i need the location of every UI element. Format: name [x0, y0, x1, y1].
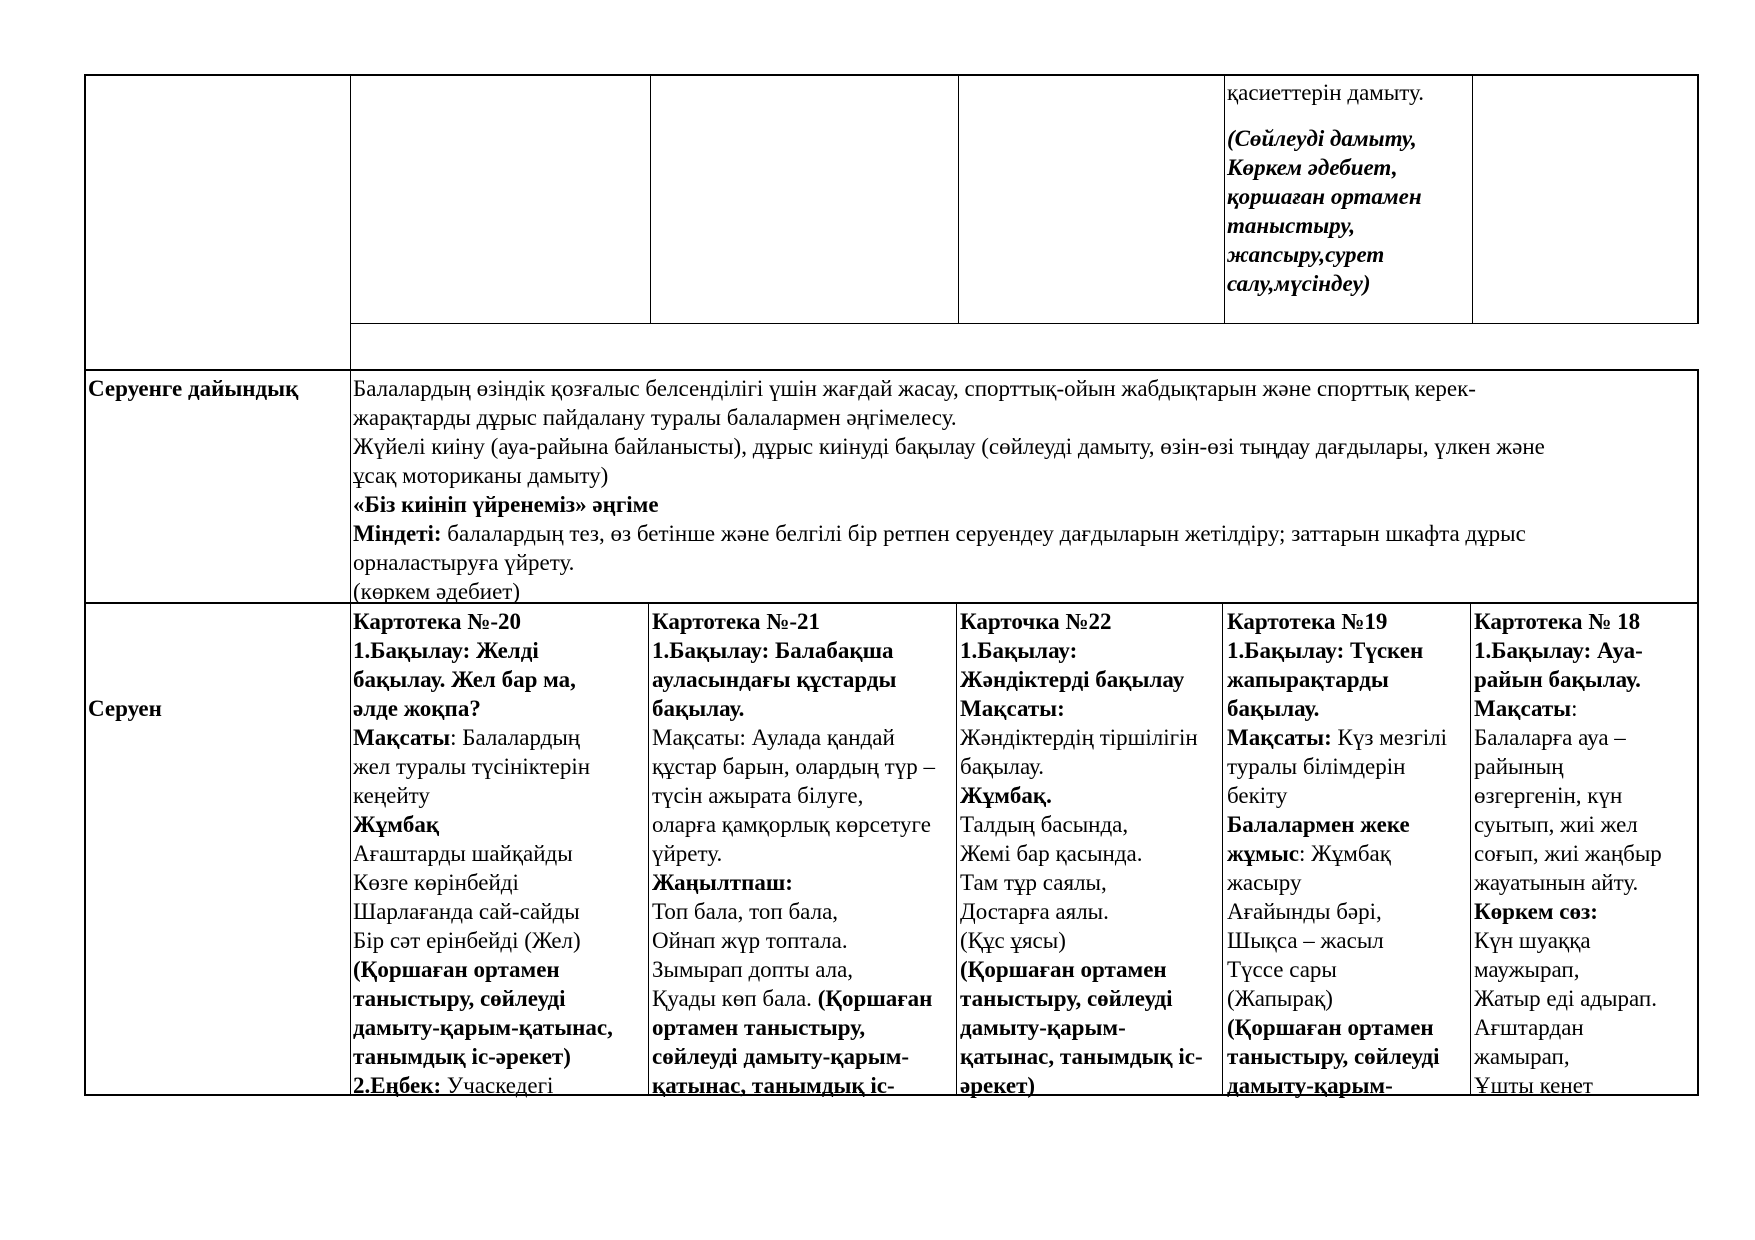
text-span: қатынас, танымдық іс- [960, 1044, 1203, 1069]
text-line [353, 955, 613, 984]
text-line [353, 810, 613, 839]
text-line [1474, 694, 1662, 723]
text-span: райының [1474, 754, 1564, 779]
text-span: Жаңылтпаш: [652, 870, 793, 895]
text-line [1227, 723, 1447, 752]
walk-col-4 [1227, 607, 1447, 1100]
text-span: жел туралы түсініктерін [353, 754, 591, 779]
text-span: Мақсаты: [960, 696, 1065, 721]
text-span: оларға қамқорлық көрсетуге [652, 812, 931, 837]
text-span: Бір сәт ерінбейді (Жел) [353, 928, 581, 953]
row-label-walk: Серуен [88, 696, 162, 721]
text-line [1474, 810, 1662, 839]
text-line [353, 839, 613, 868]
walk-col-5 [1474, 607, 1662, 1100]
text-line [1474, 781, 1662, 810]
walk-col-3 [960, 607, 1203, 1100]
text-line [1474, 636, 1662, 665]
text-span: Там тұр саялы, [960, 870, 1107, 895]
text-line: таныстыру, [1227, 213, 1356, 238]
text-line [652, 955, 935, 984]
text-span: Жұмбақ [353, 812, 440, 837]
text-span: Топ бала, топ бала, [652, 899, 839, 924]
column-divider [958, 74, 959, 324]
column-divider [350, 74, 351, 370]
text-span: жауатынын айту. [1474, 870, 1639, 895]
text-line [1474, 839, 1662, 868]
text-span: Көркем сөз: [1474, 899, 1598, 924]
text-span: туралы білімдерін [1227, 754, 1406, 779]
task-label: Міндеті: [353, 521, 442, 546]
column-divider [648, 603, 649, 1095]
text-span: маужырап, [1474, 957, 1580, 982]
text-span: : Балалардың [450, 725, 581, 750]
text-span: Картотека №-21 [652, 609, 820, 634]
text-span: Картотека №19 [1227, 609, 1388, 634]
text-line [353, 665, 613, 694]
column-divider [1472, 74, 1473, 324]
text-span: Жемі бар қасында. [960, 841, 1143, 866]
text-line [1227, 1071, 1447, 1100]
text-line [960, 897, 1203, 926]
text-line [960, 984, 1203, 1013]
task-text: балалардың тез, өз бетінше және белгілі бір ретпен серуендеу дағдыларын жетілдіру; заттарын шкафта дұрыс [441, 521, 1526, 546]
text-line [652, 607, 935, 636]
text-line [353, 984, 613, 1013]
text-span: Ұшты кенет [1474, 1073, 1593, 1098]
text-line [652, 752, 935, 781]
text-span: таныстыру, сөйлеуді [353, 986, 566, 1011]
column-divider [350, 603, 351, 1095]
text-line: қасиеттерін дамыту. [1227, 80, 1424, 105]
text-line [652, 839, 935, 868]
text-line [652, 1071, 935, 1100]
text-span: құстар барын, олардың түр – [652, 754, 935, 779]
text-line: Балалардың өзіндік қозғалыс белсенділігі үшін жағдай жасау, спорттық-ойын жабдықтарын және спорттық керек- [353, 376, 1476, 401]
text-span: үйрету. [652, 841, 723, 866]
text-span: бақылау. [960, 754, 1045, 779]
text-line [353, 868, 613, 897]
text-line [960, 781, 1203, 810]
text-span: қатынас, танымдық іс- [652, 1073, 895, 1098]
text-line [652, 868, 935, 897]
text-span: Қуады көп бала. [652, 986, 818, 1011]
text-line [1227, 810, 1447, 839]
text-line [353, 781, 613, 810]
text-line: (көркем әдебиет) [353, 579, 520, 604]
text-span: соғып, жиі жаңбыр [1474, 841, 1662, 866]
column-divider [1224, 74, 1225, 324]
text-line [960, 752, 1203, 781]
text-span: бақылау. Жел бар ма, [353, 667, 576, 692]
text-line [1227, 1013, 1447, 1042]
text-span: Достарға аялы. [960, 899, 1109, 924]
text-span: 1.Бақылау: Балабақша [652, 638, 894, 663]
walk-col-2 [652, 607, 935, 1100]
text-line [1474, 665, 1662, 694]
text-span: (Қоршаған ортамен [960, 957, 1167, 982]
text-span: бақылау. [1227, 696, 1320, 721]
text-line [353, 752, 613, 781]
text-span: Күн шуаққа [1474, 928, 1591, 953]
text-line: ұсақ моториканы дамыту) [353, 463, 609, 488]
text-line [1474, 984, 1662, 1013]
text-span: әлде жоқпа? [353, 696, 481, 721]
text-span: жұмыс [1227, 841, 1300, 866]
text-line [1474, 926, 1662, 955]
text-span: Жатыр еді адырап. [1474, 986, 1657, 1011]
walk-prep-content [353, 374, 1545, 606]
text-span: 2.Еңбек: [353, 1073, 442, 1098]
text-line [1474, 868, 1662, 897]
text-span: таныстыру, сөйлеуді [960, 986, 1173, 1011]
text-line [960, 810, 1203, 839]
text-line [353, 636, 613, 665]
text-line [960, 868, 1203, 897]
text-line [353, 1013, 613, 1042]
text-line [960, 1071, 1203, 1100]
table-divider-walkprep-top [84, 369, 1699, 371]
text-line [960, 636, 1203, 665]
text-span: 1.Бақылау: Түскен [1227, 638, 1424, 663]
text-span: Жәндіктерді бақылау [960, 667, 1185, 692]
text-line [1227, 781, 1447, 810]
text-line [1227, 926, 1447, 955]
text-span: жапырақтарды [1227, 667, 1389, 692]
text-line [652, 897, 935, 926]
text-line [1474, 607, 1662, 636]
text-line [1474, 1042, 1662, 1071]
text-line [353, 607, 613, 636]
text-span: таныстыру, сөйлеуді [1227, 1044, 1440, 1069]
text-line [1227, 1042, 1447, 1071]
text-line: жапсыру,сурет [1227, 242, 1385, 267]
text-line [353, 926, 613, 955]
text-line [652, 926, 935, 955]
text-span: суытып, жиі жел [1474, 812, 1638, 837]
text-span: Карточка №22 [960, 609, 1112, 634]
text-span: Шарлағанда сай-сайды [353, 899, 580, 924]
text-line [1227, 607, 1447, 636]
walk-col-1 [353, 607, 613, 1100]
text-line [960, 955, 1203, 984]
text-line [652, 810, 935, 839]
column-divider [1222, 603, 1223, 1095]
text-span: Мақсаты [1474, 696, 1572, 721]
text-line [1227, 868, 1447, 897]
text-line: орналастыруға үйрету. [353, 550, 575, 575]
text-span: Жәндіктердің тіршілігін [960, 725, 1198, 750]
text-span: 1.Бақылау: Ауа- [1474, 638, 1643, 663]
text-line: қоршаған ортамен [1227, 184, 1422, 209]
text-line [1227, 665, 1447, 694]
text-line: Жүйелі киіну (ауа-райына байланысты), дұрыс киінуді бақылау (сөйлеуді дамыту, өзін-өзі тыңдау дағдылары, үлкен және [353, 434, 1545, 459]
text-span: Мақсаты: Аулада қандай [652, 725, 895, 750]
text-span: (Қоршаған ортамен [1227, 1015, 1434, 1040]
text-line: «Біз киініп үйренеміз» әңгіме [353, 492, 659, 517]
text-span: Картотека № 18 [1474, 609, 1641, 634]
column-divider [650, 74, 651, 324]
text-span: Ағайынды бәрі, [1227, 899, 1382, 924]
table-border-right [1697, 370, 1699, 1096]
text-span: Мақсаты [353, 725, 451, 750]
text-line: салу,мүсіндеу) [1227, 271, 1371, 296]
text-line [652, 694, 935, 723]
column-divider [956, 603, 957, 1095]
text-line [353, 1042, 613, 1071]
text-span: Түссе сары [1227, 957, 1337, 982]
text-span: Жұмбақ. [960, 783, 1052, 808]
text-line [353, 694, 613, 723]
text-span: Мақсаты: [1227, 725, 1332, 750]
text-line [353, 723, 613, 752]
text-span: дамыту-қарым- [960, 1015, 1126, 1040]
text-line [960, 723, 1203, 752]
text-line: Көркем әдебиет, [1227, 155, 1398, 180]
text-line [652, 723, 935, 752]
text-span: жамырап, [1474, 1044, 1570, 1069]
text-line [1227, 694, 1447, 723]
text-line [1474, 1013, 1662, 1042]
text-span: (Қоршаған [817, 986, 933, 1011]
text-span: (Қоршаған ортамен [353, 957, 560, 982]
text-span: 1.Бақылау: Желді [353, 638, 539, 663]
table-border-top [84, 74, 1699, 76]
text-span: Ағштардан [1474, 1015, 1584, 1040]
text-span: райын бақылау. [1474, 667, 1641, 692]
text-span: жасыру [1227, 870, 1302, 895]
text-span: ортамен таныстыру, [652, 1015, 866, 1040]
text-line [1227, 955, 1447, 984]
text-line [652, 1042, 935, 1071]
text-span: бақылау. [652, 696, 745, 721]
text-line [960, 839, 1203, 868]
text-span: бекіту [1227, 783, 1288, 808]
text-line [353, 1071, 613, 1100]
text-span: сөйлеуді дамыту-қарым- [652, 1044, 910, 1069]
text-span: ауласындағы құстарды [652, 667, 897, 692]
table-border-left [84, 74, 86, 1096]
text-span: Ағаштарды шайқайды [353, 841, 573, 866]
text-line [1474, 1071, 1662, 1100]
text-span: танымдық іс-әрекет) [353, 1044, 571, 1069]
text-span: Ойнап жүр топтала. [652, 928, 848, 953]
text-line [1227, 636, 1447, 665]
text-line [960, 607, 1203, 636]
top-row-col5-areas [1227, 124, 1422, 298]
top-row-col5-text [1227, 78, 1424, 107]
text-line [960, 1042, 1203, 1071]
text-line: (Сөйлеуді дамыту, [1227, 126, 1417, 151]
text-span: Талдың басында, [960, 812, 1129, 837]
text-span: Картотека №-20 [353, 609, 521, 634]
text-span: Күз мезгілі [1331, 725, 1448, 750]
text-line [960, 1013, 1203, 1042]
text-line [1227, 839, 1447, 868]
text-line [960, 665, 1203, 694]
text-line [1474, 723, 1662, 752]
text-line [353, 897, 613, 926]
text-span: әрекет) [960, 1073, 1036, 1098]
text-span: : Жұмбақ [1299, 841, 1391, 866]
text-span: түсін ажырата білуге, [652, 783, 864, 808]
text-span: Балалармен жеке [1227, 812, 1410, 837]
text-line: жарақтарды дұрыс пайдалану туралы балалармен әңгімелесу. [353, 405, 957, 430]
text-line [652, 1013, 935, 1042]
text-line [652, 781, 935, 810]
row-label-walk-prep: Серуенге дайындық [88, 376, 299, 401]
text-line [353, 519, 1545, 548]
text-line [652, 636, 935, 665]
row-underline [350, 323, 1698, 324]
text-span: 1.Бақылау: [960, 638, 1078, 663]
text-line [1474, 897, 1662, 926]
text-line [960, 926, 1203, 955]
text-span: (Жапырақ) [1227, 986, 1333, 1011]
text-line [960, 694, 1203, 723]
text-span: Шықса – жасыл [1227, 928, 1384, 953]
text-line [1227, 752, 1447, 781]
table-border-right [1697, 74, 1699, 324]
text-line [1227, 984, 1447, 1013]
text-span: Көзге көрінбейді [353, 870, 519, 895]
text-span: Учаскедегі [441, 1073, 554, 1098]
text-line [1474, 752, 1662, 781]
text-span: дамыту-қарым-қатынас, [353, 1015, 613, 1040]
text-line [1227, 897, 1447, 926]
text-span: кеңейту [353, 783, 430, 808]
text-line [652, 665, 935, 694]
text-span: : [1571, 696, 1578, 721]
text-span: дамыту-қарым- [1227, 1073, 1393, 1098]
text-span: Зымырап допты ала, [652, 957, 854, 982]
text-line [652, 984, 935, 1013]
text-span: (Құс ұясы) [960, 928, 1066, 953]
column-divider [1470, 603, 1471, 1095]
text-line [1474, 955, 1662, 984]
column-divider [350, 370, 351, 603]
text-span: Балаларға ауа – [1474, 725, 1626, 750]
text-span: өзгергенін, күн [1474, 783, 1623, 808]
